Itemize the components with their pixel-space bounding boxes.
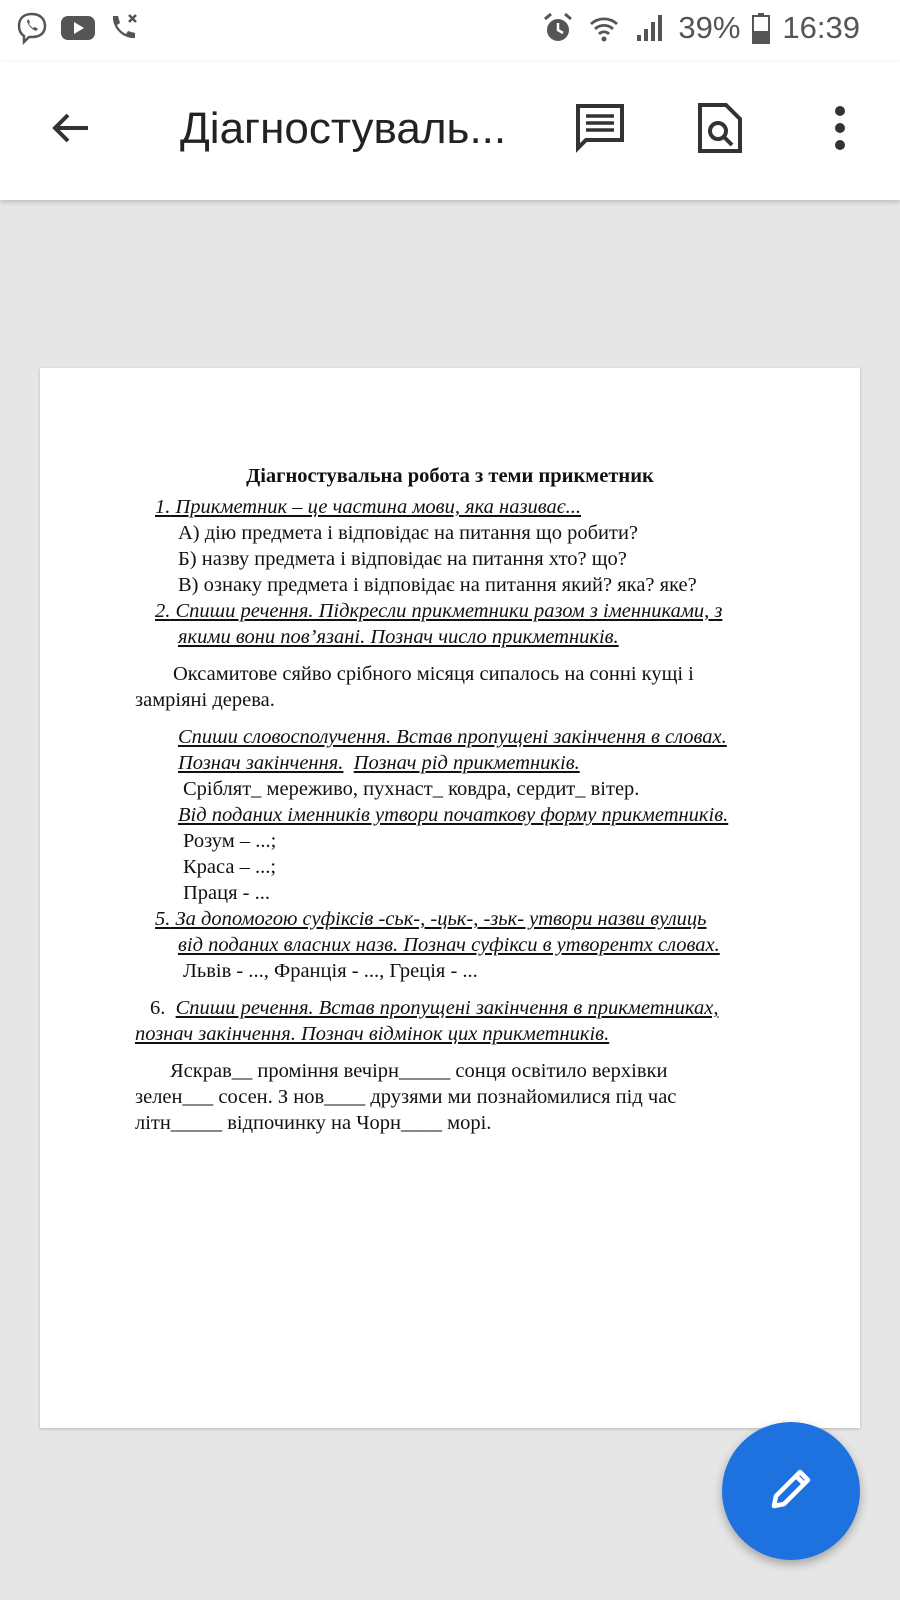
viber-icon <box>14 10 50 46</box>
more-options-button[interactable] <box>808 98 872 162</box>
q3-prompt-line1: Спиши словосполучення. Встав пропущені закінчення в словах. <box>178 726 727 748</box>
q2-text-line1: Оксамитове сяйво срібного місяця сипалось на сонні кущі і <box>173 663 694 685</box>
q1-prompt: 1. Прикметник – це частина мови, яка називає... <box>155 496 582 518</box>
q5-text: Львів - ..., Франція - ..., Греція - ... <box>183 960 478 982</box>
q3-text: Сріблят_ мереживо, пухнаст_ ковдра, сердит_ вітер. <box>183 778 640 800</box>
back-arrow-icon <box>48 106 92 155</box>
find-in-document-icon <box>696 101 744 160</box>
q2-prompt-line2: якими вони пов’язані. Познач число прикметників. <box>178 626 619 648</box>
status-bar <box>0 0 900 62</box>
comments-button[interactable] <box>568 98 632 162</box>
battery-icon <box>750 10 772 46</box>
document-page[interactable] <box>40 368 860 1428</box>
q1-option-b: Б) назву предмета і відповідає на питання хто? що? <box>178 548 627 570</box>
back-button[interactable] <box>38 98 102 162</box>
app-bar <box>0 62 900 200</box>
q4-item-3: Праця - ... <box>183 882 271 904</box>
q4-item-2: Краса – ...; <box>183 856 277 878</box>
document-title: Діагностуваль... <box>180 104 507 153</box>
signal-icon <box>632 10 668 46</box>
status-bar-right <box>540 10 860 46</box>
document-content <box>40 368 860 1428</box>
q6-text-line1: Яскрав__ проміння вечірн_____ сонця освітило верхівки <box>170 1060 668 1082</box>
missed-call-icon <box>106 10 142 46</box>
find-in-document-button[interactable] <box>688 98 752 162</box>
status-bar-left <box>14 10 142 46</box>
q6-text-line2: зелен___ сосен. З нов____ друзями ми познайомилися під час <box>135 1086 677 1108</box>
q6-prompt-line1: 6. Спиши речення. Встав пропущені закінчення в прикметниках, <box>150 997 719 1019</box>
q1-option-c: В) ознаку предмета і відповідає на питання який? яка? яке? <box>178 574 697 596</box>
alarm-icon <box>540 10 576 46</box>
q4-item-1: Розум – ...; <box>183 830 277 852</box>
wifi-icon <box>586 10 622 46</box>
q2-prompt-line1: 2. Спиши речення. Підкресли прикметники разом з іменниками, з <box>155 600 723 622</box>
more-vert-icon <box>832 105 848 156</box>
q5-prompt-line1: 5. За допомогою суфіксів -ськ-, -цьк-, -зьк- утвори назви вулиць <box>155 908 707 930</box>
battery-percentage: 39% <box>678 10 741 45</box>
document-heading: Діагностувальна робота з теми прикметник <box>246 465 654 487</box>
edit-fab-button[interactable] <box>722 1422 860 1560</box>
q6-text-line3: літн_____ відпочинку на Чорн____ морі. <box>135 1112 492 1134</box>
youtube-icon <box>60 10 96 46</box>
status-time: 16:39 <box>782 10 860 45</box>
q5-prompt-line2: від поданих власних назв. Познач суфікси в утворентх словах. <box>178 934 720 956</box>
q3-prompt-line2: Познач закінчення. Познач рід прикметників. <box>178 752 580 774</box>
q6-prompt-line2: познач закінчення. Познач відмінок цих прикметників. <box>135 1023 610 1045</box>
q1-option-a: А) дію предмета і відповідає на питання що робити? <box>178 522 639 544</box>
q2-text-line2: замріяні дерева. <box>135 689 275 711</box>
comments-icon <box>574 102 626 159</box>
edit-pencil-icon <box>766 1464 816 1519</box>
q4-prompt: Від поданих іменників утвори початкову форму прикметників. <box>178 804 729 826</box>
